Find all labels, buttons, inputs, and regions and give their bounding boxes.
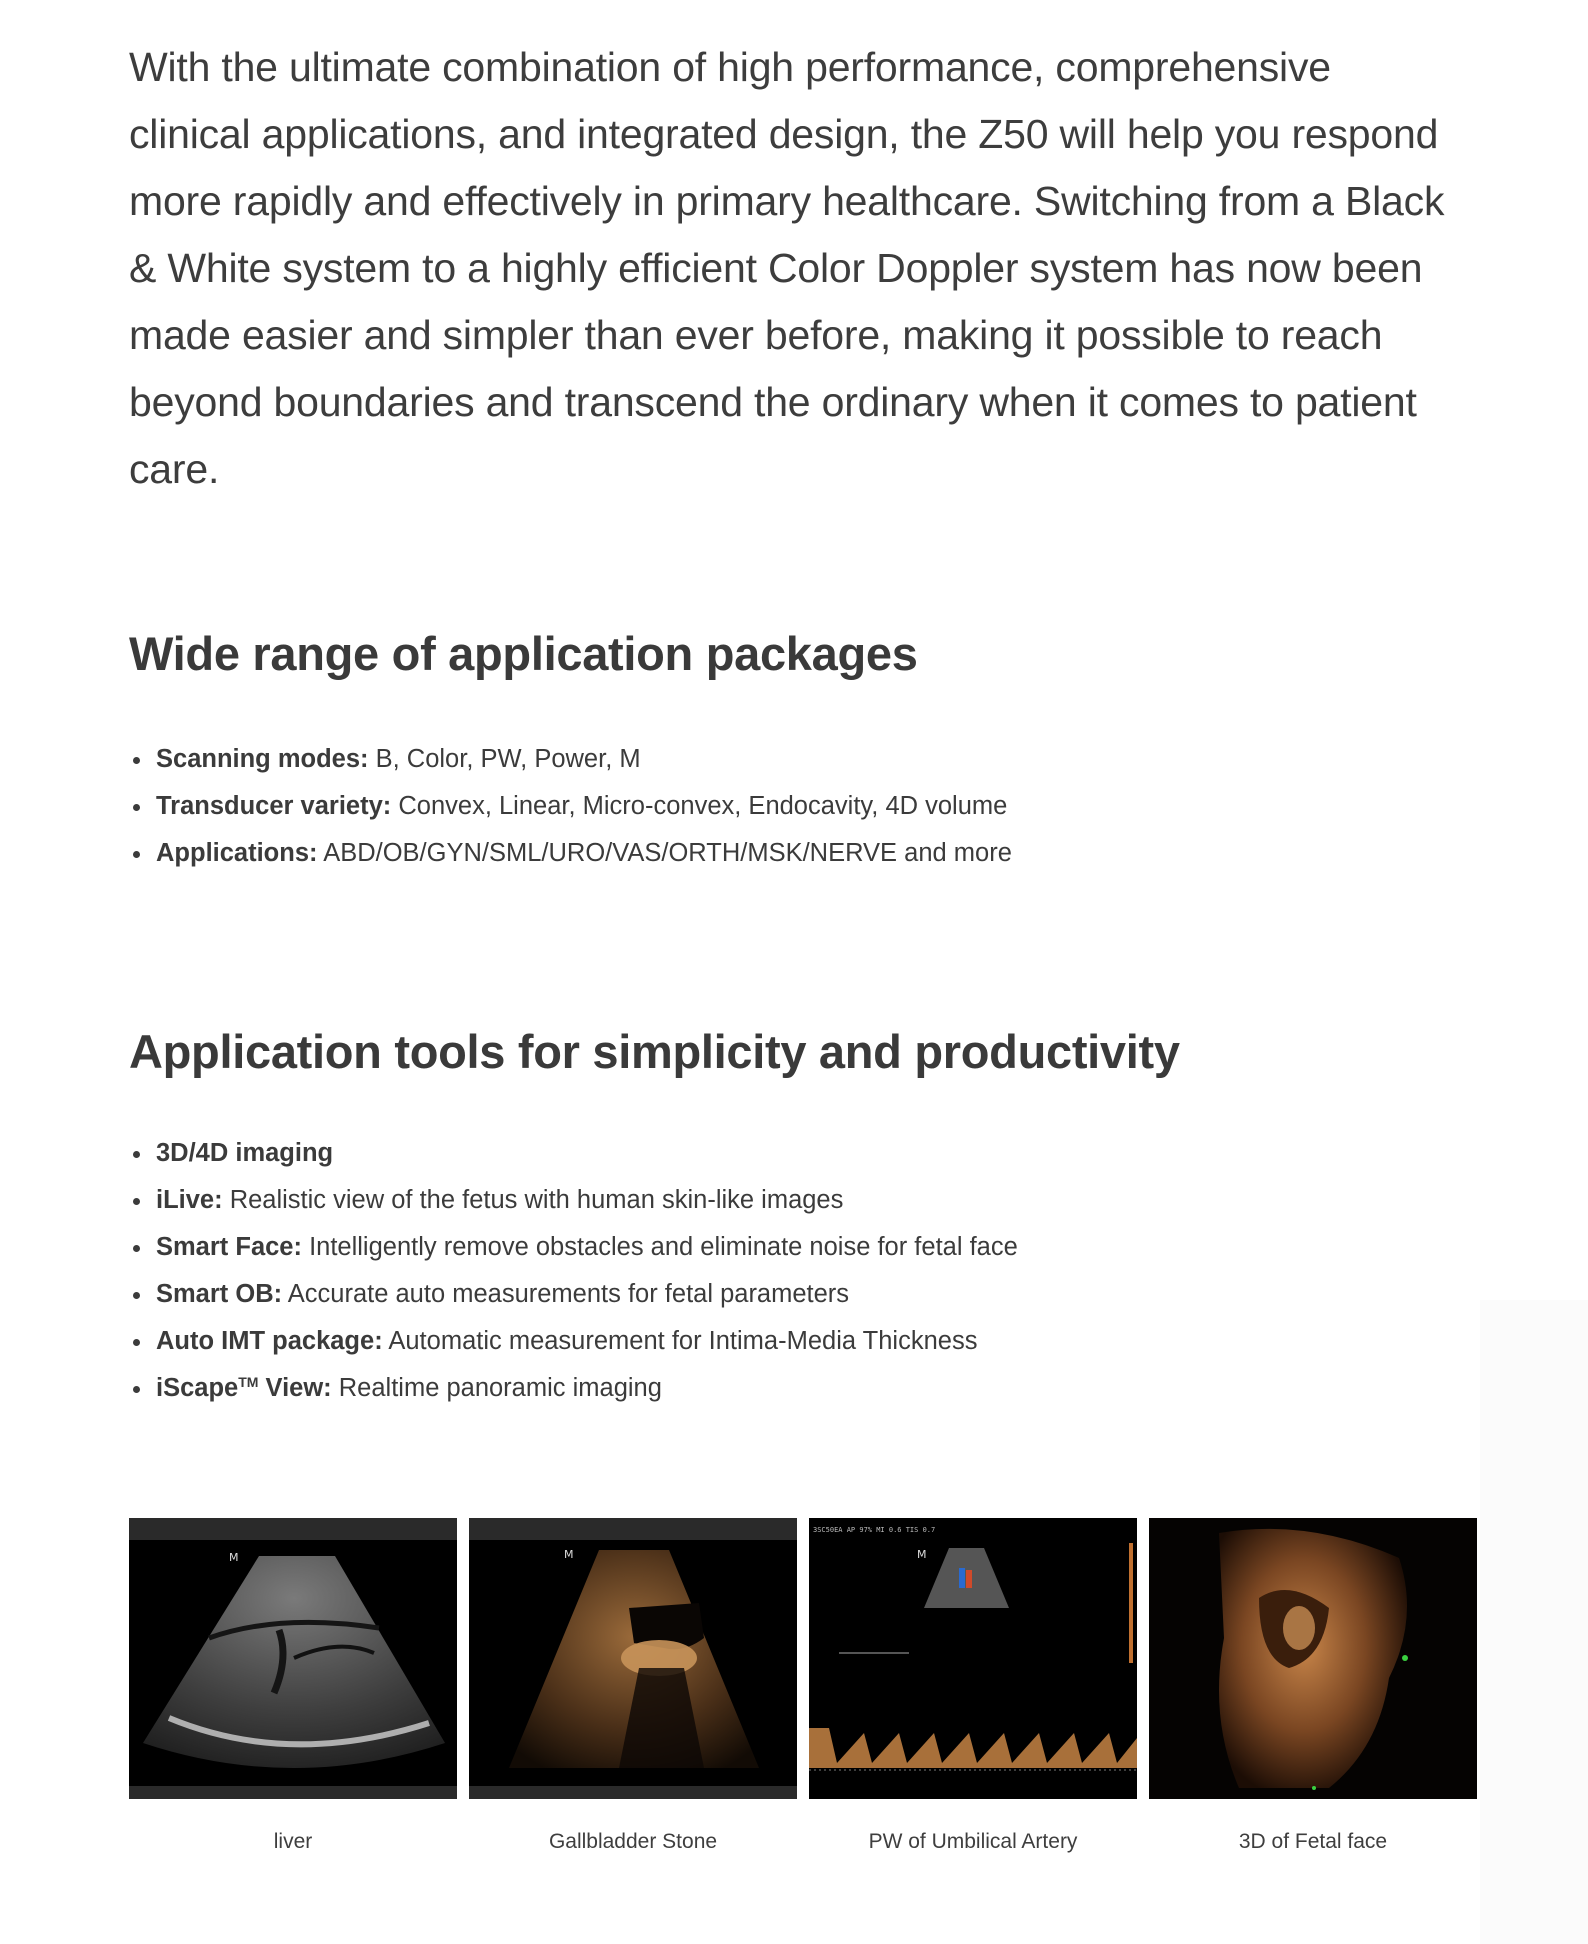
item-text: B, Color, PW, Power, M — [368, 745, 641, 773]
list-item — [129, 1271, 1469, 1318]
orientation-marker: M — [917, 1548, 927, 1561]
list-item — [129, 1365, 1469, 1412]
item-text: ABD/OB/GYN/SML/URO/VAS/ORTH/MSK/NERVE and more — [317, 839, 1012, 867]
gallery-caption: liver — [273, 1830, 313, 1853]
background-panel — [1480, 1300, 1588, 1944]
doppler-waveform-image — [809, 1518, 1137, 1799]
item-text: Intelligently remove obstacles and eliminate noise for fetal face — [301, 1233, 1018, 1261]
list-item — [129, 1177, 1469, 1224]
application-packages-section — [129, 626, 1469, 877]
item-label: Smart Face: — [156, 1233, 302, 1261]
packages-list — [129, 736, 1469, 877]
intro-paragraph: With the ultimate combination of high performance, comprehensive clinical applications, and integrated design, the Z50 will help you respond more rapidly and effectively in primary healthcare. Switching from a Black & White system to a highly efficient Color Doppler system has now been made easier and simpler than ever before, making it possible to reach beyond boundaries and transcend the ordinary when it comes to patient care. — [129, 44, 1445, 492]
gallbladder-ultrasound-image — [469, 1518, 797, 1799]
list-item — [129, 736, 1469, 783]
orientation-marker: M — [564, 1548, 574, 1561]
item-label: Applications: — [156, 839, 318, 867]
list-item — [129, 783, 1469, 830]
gallery-caption: Gallbladder Stone — [548, 1830, 718, 1853]
item-label: Smart OB: — [156, 1280, 283, 1308]
item-label: iLive: — [156, 1186, 223, 1214]
item-text: Realistic view of the fetus with human skin-like images — [222, 1186, 844, 1214]
item-text: Accurate auto measurements for fetal parameters — [282, 1280, 850, 1308]
trademark-mark: TM — [238, 1374, 259, 1390]
item-text: Realtime panoramic imaging — [331, 1374, 662, 1402]
item-label: iScape™ View: — [156, 1374, 332, 1402]
item-label: 3D/4D imaging — [156, 1139, 334, 1167]
tools-list — [129, 1130, 1469, 1412]
list-item — [129, 1318, 1469, 1365]
fetal-face-3d-image — [1149, 1518, 1477, 1799]
item-label: Auto IMT package: — [156, 1327, 383, 1355]
list-item — [129, 1224, 1469, 1271]
item-label: Transducer variety: — [156, 792, 392, 820]
item-text: Convex, Linear, Micro-convex, Endocavity, 4D volume — [391, 792, 1008, 820]
orientation-marker: M — [229, 1551, 239, 1564]
doppler-header: 3SC50EA AP 97% MI 0.6 TIS 0.7 — [813, 1526, 936, 1534]
item-label: Scanning modes: — [156, 745, 369, 773]
liver-ultrasound-image — [129, 1518, 457, 1799]
gallery-caption: 3D of Fetal face — [1238, 1830, 1388, 1853]
gallery-caption: PW of Umbilical Artery — [868, 1830, 1078, 1853]
list-item — [129, 830, 1469, 877]
section-heading: Wide range of application packages — [129, 627, 918, 680]
list-item — [129, 1130, 1469, 1177]
item-text: Automatic measurement for Intima-Media Thickness — [382, 1327, 978, 1355]
application-tools-section — [129, 1024, 1469, 1412]
section-heading: Application tools for simplicity and productivity — [129, 1025, 1180, 1078]
